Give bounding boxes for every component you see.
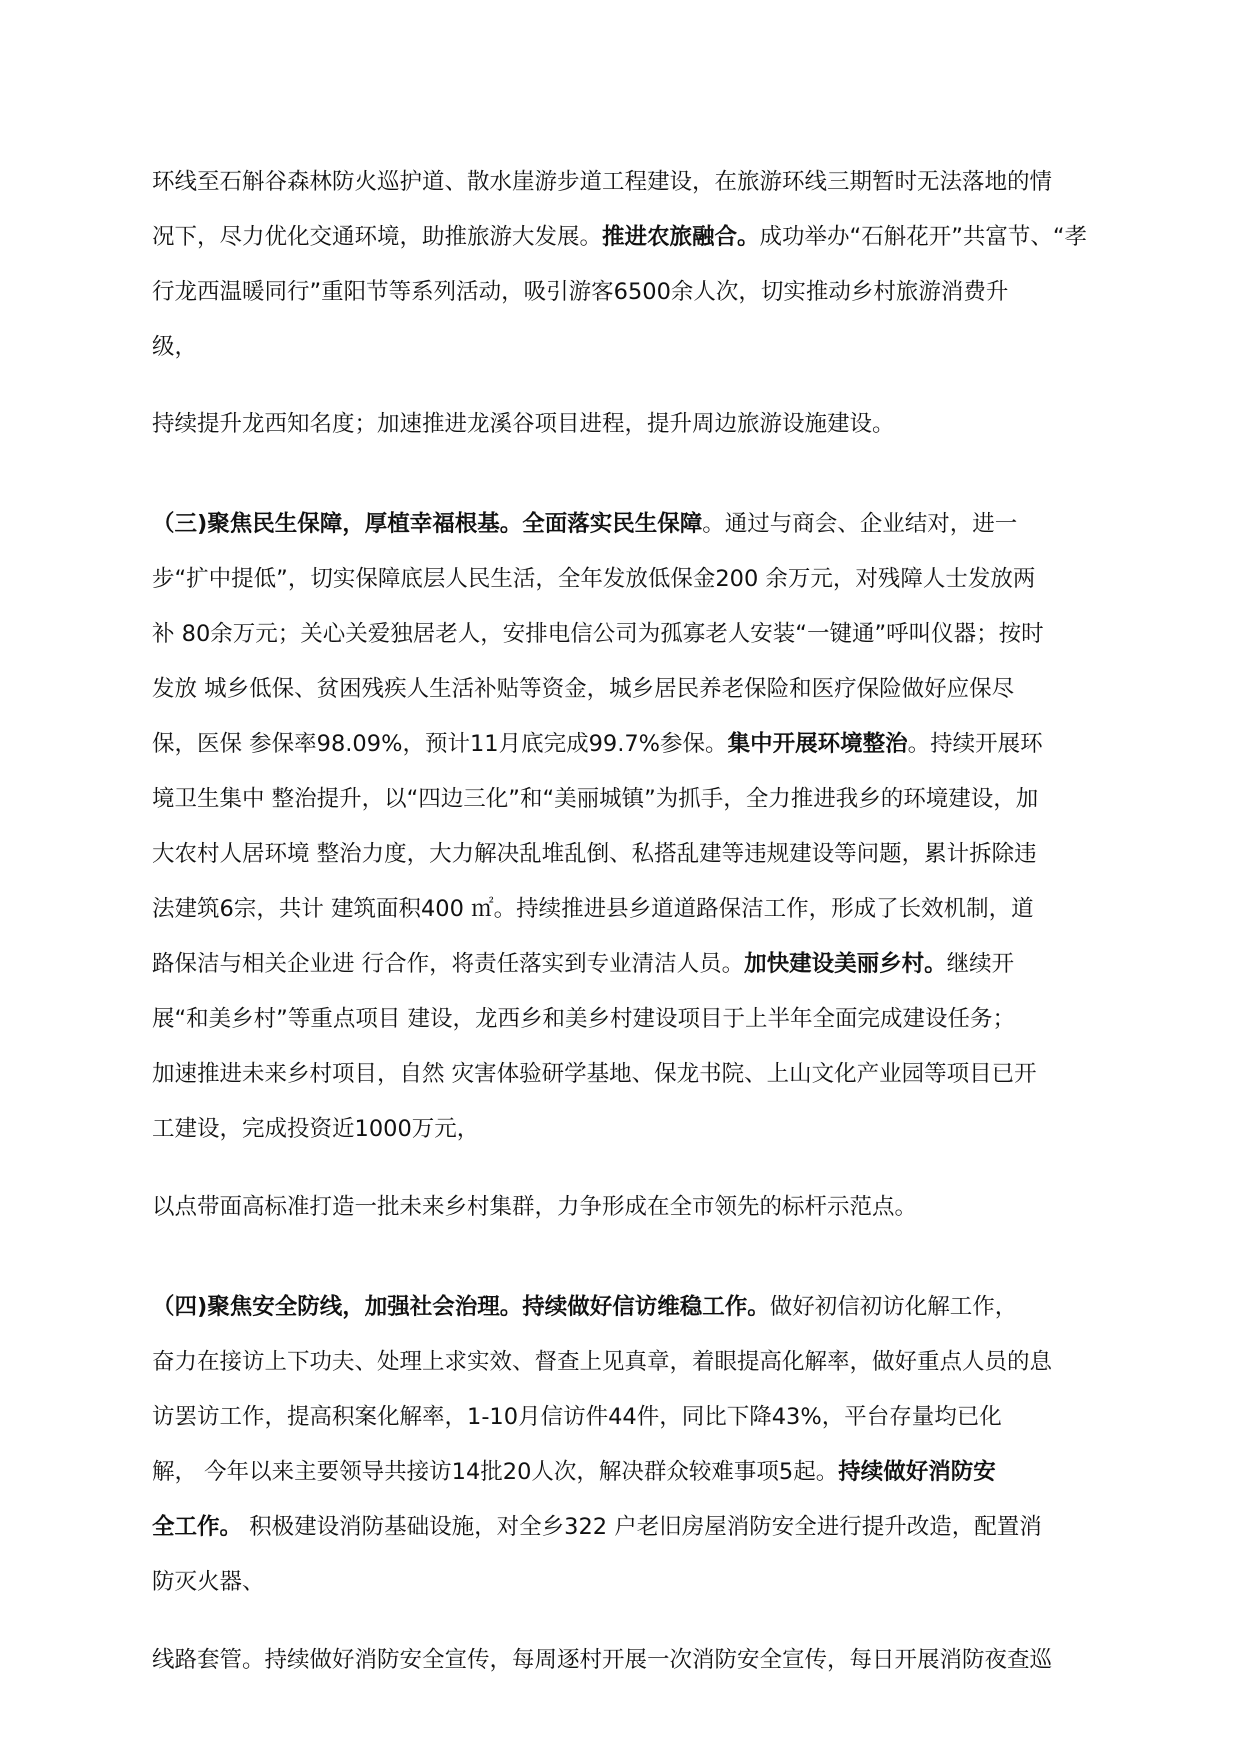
text-run: 法建筑6宗，共计 建筑面积400 ㎡。持续推进县乡道道路保洁工作，形成了长效机制，道	[152, 896, 1034, 922]
text-run: 级，	[152, 334, 198, 360]
text-line	[152, 1291, 1112, 1323]
text-run: 加速推进未来乡村项目，自然 灾害体验研学基地、保龙书院、上山文化产业园等项目已开	[152, 1061, 1037, 1087]
bold-text-run: 全工作。	[152, 1514, 243, 1540]
text-line	[152, 838, 1112, 870]
text-run: 步“扩中提低”，切实保障底层人民生活，全年发放低保金200 余万元，对残障人士发放两	[152, 566, 1036, 592]
text-run: 积极建设消防基础设施，对全乡322 户老旧房屋消防安全进行提升改造，配置消	[242, 1514, 1042, 1540]
text-line	[152, 166, 1112, 198]
text-run: 保，医保 参保率98.09%，预计11月底完成99.7%参保。	[152, 731, 728, 757]
text-line	[152, 1511, 1112, 1543]
text-line	[152, 728, 1112, 760]
text-run: 境卫生集中 整治提升，以“四边三化”和“美丽城镇”为抓手，全力推进我乡的环境建设，加	[152, 786, 1039, 812]
text-line	[152, 1346, 1112, 1378]
text-run: 。通过与商会、企业结对，进一	[702, 511, 1018, 537]
text-run: 奋力在接访上下功夫、处理上求实效、督查上见真章，着眼提高化解率，做好重点人员的息	[152, 1349, 1053, 1375]
bold-text-run: （三)聚焦民生保障，厚植幸福根基。全面落实民生保障	[152, 511, 703, 537]
text-run: 况下，尽力优化交通环境，助推旅游大发展。	[152, 224, 603, 250]
text-run: 行龙西温暖同行”重阳节等系列活动，吸引游客6500余人次，切实推动乡村旅游消费升	[152, 279, 1009, 305]
bold-text-run: 持续做好消防安	[838, 1459, 996, 1485]
bold-text-run: 集中开展环境整治	[727, 731, 908, 757]
text-line	[152, 1401, 1112, 1433]
text-line	[152, 221, 1112, 253]
text-run: 发放 城乡低保、贫困残疾人生活补贴等资金，城乡居民养老保险和医疗保险做好应保尽	[152, 676, 1015, 702]
text-line	[152, 618, 1112, 650]
text-line	[152, 893, 1112, 925]
text-line	[152, 673, 1112, 705]
text-run: 。持续开展环	[907, 731, 1043, 757]
text-line	[152, 408, 1112, 440]
text-line	[152, 1058, 1112, 1090]
text-run: 工建设，完成投资近1000万元，	[152, 1116, 480, 1142]
text-line	[152, 948, 1112, 980]
text-line	[152, 1456, 1112, 1488]
text-run: 持续提升龙西知名度；加速推进龙溪谷项目进程，提升周边旅游设施建设。	[152, 411, 895, 437]
text-run: 环线至石斛谷森林防火巡护道、散水崖游步道工程建设，在旅游环线三期暂时无法落地的情	[152, 169, 1053, 195]
text-line	[152, 1191, 1112, 1223]
text-run: 防灭火器、	[152, 1569, 265, 1595]
text-line	[152, 508, 1112, 540]
text-run: 做好初信初访化解工作，	[769, 1294, 1018, 1320]
text-line	[152, 1113, 1112, 1145]
text-line	[152, 1003, 1112, 1035]
bold-text-run: 推进农旅融合。	[602, 224, 760, 250]
bold-text-run: 加快建设美丽乡村。	[744, 951, 947, 977]
text-run: 以点带面高标准打造一批未来乡村集群，力争形成在全市领先的标杆示范点。	[152, 1194, 918, 1220]
text-line	[152, 783, 1112, 815]
bold-text-run: （四)聚焦安全防线，加强社会治理。持续做好信访维稳工作。	[152, 1294, 770, 1320]
text-run: 展“和美乡村”等重点项目 建设，龙西乡和美乡村建设项目于上半年全面完成建设任务；	[152, 1006, 1015, 1032]
text-line	[152, 1566, 1112, 1598]
text-run: 大农村人居环境 整治力度，大力解决乱堆乱倒、私搭乱建等违规建设等问题，累计拆除违	[152, 841, 1037, 867]
text-run: 补 80余万元；关心关爱独居老人，安排电信公司为孤寡老人安装“一键通”呼叫仪器；按时	[152, 621, 1044, 647]
text-line	[152, 563, 1112, 595]
text-run: 线路套管。持续做好消防安全宣传，每周逐村开展一次消防安全宣传，每日开展消防夜查巡	[152, 1647, 1053, 1673]
text-run: 路保洁与相关企业进 行合作，将责任落实到专业清洁人员。	[152, 951, 745, 977]
text-run: 成功举办“石斛花开”共富节、“孝	[759, 224, 1088, 250]
text-run: 访罢访工作，提高积案化解率，1-10月信访件44件，同比下降43%，平台存量均已化	[152, 1404, 1002, 1430]
text-line	[152, 1644, 1112, 1676]
text-run: 继续开	[946, 951, 1015, 977]
text-line	[152, 331, 1112, 363]
text-run: 解， 今年以来主要领导共接访14批20人次，解决群众较难事项5起。	[152, 1459, 839, 1485]
text-line	[152, 276, 1112, 308]
